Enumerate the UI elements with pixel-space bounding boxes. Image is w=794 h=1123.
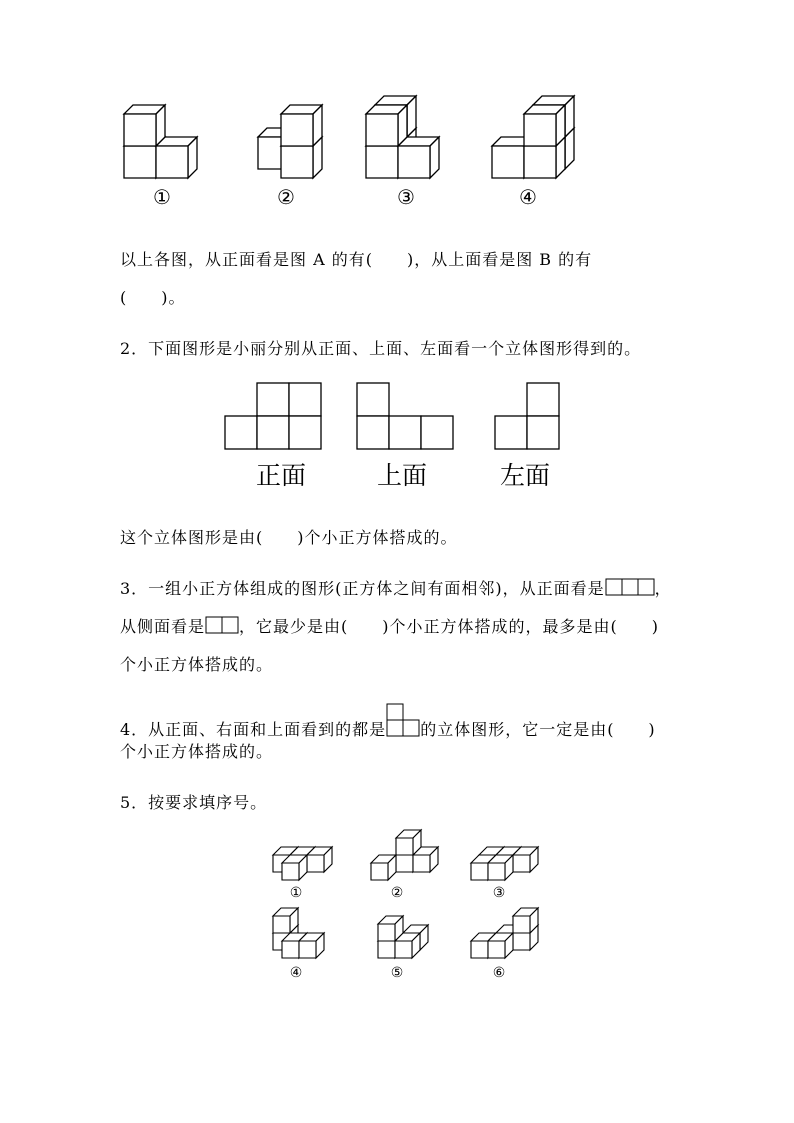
view-label-front: 正面 xyxy=(255,461,306,490)
two-squares-view-icon xyxy=(205,616,239,634)
l-shape-view-icon xyxy=(386,703,420,737)
view-label-left: 左面 xyxy=(499,461,550,490)
question3-line2-part-b: ，它最少是由( )个小正方体搭成的，最多是由( ) xyxy=(239,617,659,636)
cube-figure-2 xyxy=(245,100,325,185)
figure-label-2: ② xyxy=(277,185,295,209)
cube-figure-3 xyxy=(362,100,442,185)
small-cube-figure-4 xyxy=(262,908,332,963)
three-squares-view-icon xyxy=(605,578,655,596)
question4-line2: 个小正方体搭成的。 xyxy=(120,742,274,761)
view-top-grid xyxy=(356,382,456,452)
question4-line1-part-a: 4．从正面、右面和上面看到的都是 xyxy=(120,720,387,739)
small-cube-figure-6 xyxy=(468,908,538,963)
small-cube-figure-2 xyxy=(368,830,438,885)
question3-line1 xyxy=(120,576,672,599)
cube-figure-1 xyxy=(120,100,200,185)
cube-figure-4 xyxy=(488,100,568,185)
question3-line2 xyxy=(120,614,659,637)
small-figure-label-5: ⑤ xyxy=(390,965,404,981)
question2-text: 2．下面图形是小丽分别从正面、上面、左面看一个立体图形得到的。 xyxy=(120,339,642,358)
small-figure-label-3: ③ xyxy=(492,885,506,901)
question2-answer-line: 这个立体图形是由( )个小正方体搭成的。 xyxy=(120,528,458,547)
question3-line3: 个小正方体搭成的。 xyxy=(120,655,274,674)
small-figure-label-2: ② xyxy=(390,885,404,901)
small-cube-figure-3 xyxy=(468,830,538,885)
small-cube-figure-5 xyxy=(375,908,445,963)
question1-line2: ( )。 xyxy=(120,288,186,307)
question1-line1: 以上各图，从正面看是图 A 的有( )，从上面看是图 B 的有 xyxy=(120,250,593,269)
question4-line1-part-b: 的立体图形，它一定是由( ) xyxy=(420,720,656,739)
small-cube-figure-1 xyxy=(262,830,332,885)
question3-line1-part-a: 3．一组小正方体组成的图形(正方体之间有面相邻)，从正面看是 xyxy=(120,579,605,598)
question4-line1 xyxy=(120,703,656,740)
question3-line1-part-b: ， xyxy=(654,579,672,598)
figure-label-1: ① xyxy=(153,185,171,209)
view-left-grid xyxy=(494,382,564,452)
small-figure-label-1: ① xyxy=(289,885,303,901)
view-front-grid xyxy=(225,382,325,452)
figure-label-3: ③ xyxy=(397,185,415,209)
view-label-top: 上面 xyxy=(376,461,427,490)
small-figure-label-6: ⑥ xyxy=(492,965,506,981)
small-figure-label-4: ④ xyxy=(289,965,303,981)
question5-text: 5．按要求填序号。 xyxy=(120,793,268,812)
figure-label-4: ④ xyxy=(519,185,537,209)
question3-line2-part-a: 从侧面看是 xyxy=(120,617,206,636)
